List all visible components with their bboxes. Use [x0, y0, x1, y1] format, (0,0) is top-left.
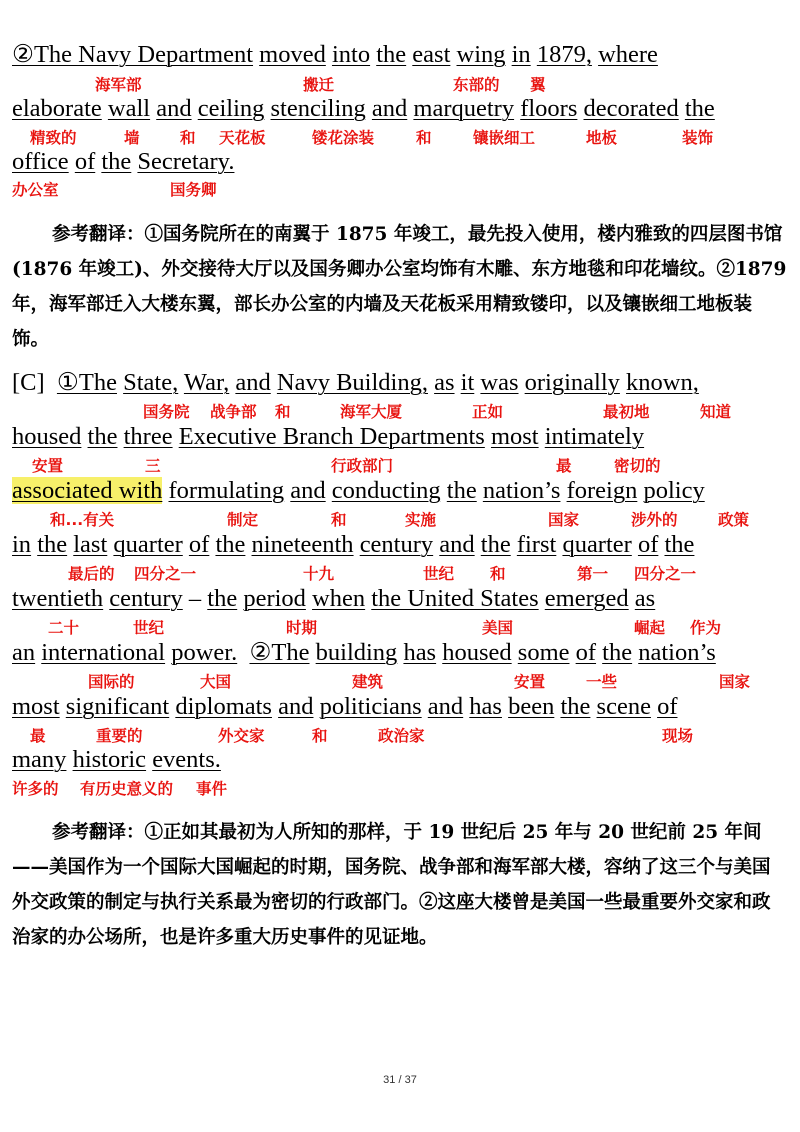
gloss: 和 [416, 129, 432, 147]
gloss: 和...有关 [50, 511, 115, 529]
english-word: policy [643, 477, 705, 504]
english-word: the [215, 531, 246, 558]
english-word: and [427, 693, 464, 720]
english-line [12, 476, 705, 506]
gloss: 重要的 [96, 727, 143, 745]
english-word: in [511, 41, 531, 68]
english-word: foreign [566, 477, 638, 504]
english-word: when [312, 585, 366, 612]
english-word: has [403, 639, 437, 666]
english-word: the [207, 585, 238, 612]
english-word: an [12, 639, 36, 666]
english-word: first [516, 531, 557, 558]
english-line [12, 368, 699, 398]
english-word: office [12, 148, 69, 175]
gloss: 国务卿 [170, 181, 217, 199]
gloss: 政策 [718, 511, 750, 529]
gloss: 墙 [124, 129, 140, 147]
english-word: it [460, 369, 475, 396]
english-word: and [278, 693, 314, 720]
gloss: 美国 [482, 619, 514, 637]
gloss: 涉外的 [631, 511, 678, 529]
highlighted-phrase: associated with [12, 477, 163, 504]
gloss: 许多的 [12, 780, 59, 798]
english-word: floors [520, 95, 578, 122]
gloss: 海军大厦 [340, 403, 403, 421]
english-word: most [490, 423, 539, 450]
gloss: 二十 [48, 619, 80, 637]
english-word: of [188, 531, 210, 558]
gloss: 精致的 [30, 129, 77, 147]
english-word: the United States [371, 585, 539, 612]
english-word: moved [259, 41, 326, 68]
gloss: 四分之一 [634, 565, 697, 583]
english-word: nation’s [638, 639, 716, 666]
gloss: 密切的 [614, 457, 661, 475]
gloss: 行政部门 [331, 457, 394, 475]
gloss: 翼 [530, 76, 546, 94]
gloss: 外交家 [218, 727, 265, 745]
english-word: international [41, 639, 166, 666]
english-word: of [637, 531, 659, 558]
gloss: 事件 [196, 780, 228, 798]
english-word: marquetry [413, 95, 515, 122]
english-word: housed [442, 639, 512, 666]
english-word: emerged [544, 585, 629, 612]
gloss: 和 [180, 129, 196, 147]
english-word: conducting [331, 477, 441, 504]
english-word: the [560, 693, 591, 720]
english-word: ①The [56, 369, 117, 396]
english-line [12, 530, 694, 560]
gloss: 最 [556, 457, 572, 475]
english-word: significant [65, 693, 170, 720]
english-word: Executive Branch Departments [178, 423, 485, 450]
gloss: 和 [312, 727, 328, 745]
english-word: nation’s [482, 477, 561, 504]
english-word: the [101, 148, 132, 175]
english-word: was [480, 369, 519, 396]
gloss: 现场 [662, 727, 694, 745]
english-word: the [37, 531, 68, 558]
english-word: and [371, 95, 408, 122]
gloss: 国务院 [143, 403, 190, 421]
english-word: wall [107, 95, 151, 122]
english-word: and [235, 369, 271, 396]
english-word: intimately [544, 423, 645, 450]
english-word: politicians [319, 693, 422, 720]
gloss: 世纪 [133, 619, 165, 637]
gloss: 地板 [586, 129, 618, 147]
gloss: 国家 [548, 511, 580, 529]
gloss: 实施 [405, 511, 437, 529]
gloss: 搬迁 [303, 76, 335, 94]
gloss: 安置 [32, 457, 64, 475]
gloss: 大国 [200, 673, 232, 691]
english-word: century [359, 531, 434, 558]
english-word: War, [183, 369, 230, 396]
gloss: 第一 [577, 565, 609, 583]
english-word: formulating [168, 477, 285, 504]
english-word: the [446, 477, 477, 504]
english-word: where [598, 41, 658, 68]
english-word: decorated [583, 95, 679, 122]
english-word: 1879, [536, 41, 592, 68]
gloss: 作为 [690, 619, 722, 637]
gloss: 镶嵌细工 [473, 129, 536, 147]
english-word: into [331, 41, 371, 68]
gloss: 国际的 [88, 673, 135, 691]
gloss: 正如 [472, 403, 504, 421]
english-word: as [634, 585, 656, 612]
english-word: diplomats [175, 693, 272, 720]
english-word: the [664, 531, 695, 558]
english-word: has [469, 693, 502, 720]
english-word: nineteenth [251, 531, 354, 558]
english-line [12, 40, 658, 70]
english-word: of [657, 693, 678, 720]
gloss: 制定 [227, 511, 259, 529]
english-word: the [376, 41, 407, 68]
gloss: 办公室 [12, 181, 59, 199]
english-line [12, 584, 655, 614]
english-word: ②The [249, 639, 310, 666]
gloss: 最后的 [68, 565, 115, 583]
english-word: of [74, 148, 96, 175]
english-word: the [602, 639, 633, 666]
english-word: Navy Building, [276, 369, 428, 396]
gloss: 最初地 [603, 403, 650, 421]
gloss: 崛起 [634, 619, 666, 637]
reference-translation: 参考翻译：①国务院所在的南翼于 1875 年竣工，最先投入使用，楼内雅致的四层图书馆(1876 年竣工)、外交接待大厅以及国务卿办公室均饰有木雕、东方地毯和印花墙纹。②1879 年，海军部迁入大楼东翼，部长办公室的内墙及天花板采用精致镂印，以及镶嵌细工地板装饰。 [12, 224, 787, 350]
english-word: housed [12, 423, 82, 450]
gloss: 三 [145, 457, 161, 475]
gloss: 战争部 [210, 403, 257, 421]
gloss: 政治家 [378, 727, 425, 745]
english-word: Secretary. [137, 148, 235, 175]
english-word: been [508, 693, 555, 720]
gloss: 一些 [586, 673, 618, 691]
english-word: three [123, 423, 173, 450]
english-word: some [517, 639, 570, 666]
english-word: twentieth [12, 585, 104, 612]
english-line [12, 422, 644, 452]
english-word: ceiling [197, 95, 265, 122]
page-number: 31 / 37 [383, 1074, 417, 1086]
gloss: 最 [30, 727, 46, 745]
gloss: 国家 [719, 673, 751, 691]
english-word: the [87, 423, 118, 450]
gloss: 世纪 [423, 565, 455, 583]
english-word: stenciling [270, 95, 366, 122]
english-word: elaborate [12, 95, 102, 122]
gloss: 和 [331, 511, 347, 529]
english-word: period [243, 585, 306, 612]
english-line [12, 692, 678, 722]
gloss: 知道 [700, 403, 732, 421]
english-word: the [684, 95, 715, 122]
english-word: and [290, 477, 326, 504]
english-word: last [73, 531, 108, 558]
english-word: many [12, 746, 67, 773]
gloss: 装饰 [682, 129, 714, 147]
english-word: known, [626, 369, 699, 396]
gloss: 镂花涂装 [312, 129, 375, 147]
english-word: quarter [113, 531, 183, 558]
english-word: originally [524, 369, 620, 396]
gloss: 安置 [514, 673, 546, 691]
gloss: 十九 [303, 565, 335, 583]
english-word: century [109, 585, 183, 612]
english-word: – [188, 585, 202, 612]
english-word: most [12, 693, 60, 720]
gloss: 时期 [286, 619, 318, 637]
english-word: east [412, 41, 451, 68]
gloss: 和 [275, 403, 291, 421]
english-word: power. [171, 639, 238, 666]
gloss: 天花板 [219, 129, 266, 147]
gloss: 海军部 [95, 76, 142, 94]
english-word: the [480, 531, 511, 558]
gloss: 有历史意义的 [80, 780, 174, 798]
gloss: 建筑 [352, 673, 384, 691]
english-word: events. [152, 746, 221, 773]
english-line [12, 94, 715, 124]
english-line [12, 147, 234, 177]
gloss: 和 [490, 565, 506, 583]
english-word: ②The Navy Department [12, 41, 254, 68]
english-word: wing [456, 41, 506, 68]
english-word: [C] [12, 369, 45, 396]
english-word: as [434, 369, 455, 396]
english-line [12, 745, 221, 775]
english-word: building [315, 639, 398, 666]
english-word: and [439, 531, 475, 558]
english-word: State, [123, 369, 179, 396]
english-word: in [12, 531, 32, 558]
english-word: scene [596, 693, 651, 720]
gloss: 东部的 [453, 76, 500, 94]
reference-translation: 参考翻译：①正如其最初为人所知的那样，于 19 世纪后 25 年与 20 世纪前 25 年间——美国作为一个国际大国崛起的时期，国务院、战争部和海军部大楼，容纳了这三个与美国外交政策的制定与执行关系最为密切的行政部门。②这座大楼曾是美国一些最重要外交家和政治家的办公场所，也是许多重大历史事件的见证地。 [12, 822, 771, 948]
english-word: historic [72, 746, 147, 773]
english-word: of [575, 639, 597, 666]
gloss: 四分之一 [134, 565, 197, 583]
english-word: and [156, 95, 192, 122]
english-line [12, 638, 716, 668]
english-word: quarter [562, 531, 632, 558]
